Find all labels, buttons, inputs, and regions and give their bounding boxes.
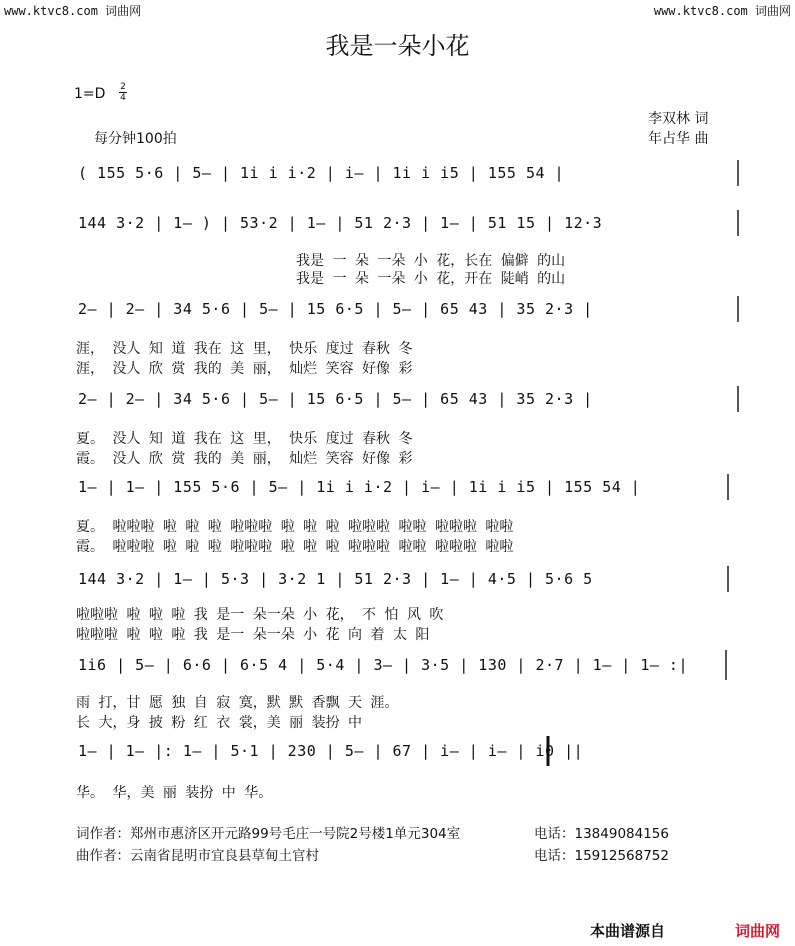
lyricist-address: 词作者：郑州市惠济区开元路99号毛庄一号院2号楼1单元304室: [76, 826, 461, 842]
lyric-row-6a: 啦啦啦 啦 啦 啦 我 是一 朵一朵 小 花， 不 怕 风 吹: [76, 607, 444, 623]
composer-credit: 年占华 曲: [648, 131, 709, 147]
score-row-3: 2— | 2— | 34 5·6 | 5— | 15 6·5 | 5— | 65 43 | 35 2·3 |: [78, 300, 593, 318]
lyric-row-5b: 霞。 啦啦啦 啦 啦 啦 啦啦啦 啦 啦 啦 啦啦啦 啦啦 啦啦啦 啦啦: [76, 539, 514, 555]
song-title: 我是一朵小花: [325, 32, 470, 60]
lyric-row-4b: 霞。 没人 欣 赏 我的 美 丽， 灿烂 笑容 好像 彩: [76, 451, 413, 467]
lyric-row-7b: 长 大，身 披 粉 红 衣 裳，美 丽 装扮 中: [76, 715, 363, 731]
site-watermark-right: www.ktvc8.com 词曲网: [653, 4, 791, 18]
score-row-5: 1— | 1— | 155 5·6 | 5— | 1i i i·2 | i— | 1i i i5 | 155 54 |: [78, 478, 641, 496]
lyric-row-2a: 我是 一 朵 一朵 小 花，长在 偏僻 的山: [296, 253, 566, 269]
site-watermark-left: www.ktvc8.com 词曲网: [4, 4, 142, 18]
key-signature: 1=D: [74, 86, 106, 102]
lyric-row-6b: 啦啦啦 啦 啦 啦 我 是一 朵一朵 小 花 向 着 太 阳: [76, 627, 430, 643]
tempo-marking: 每分钟100拍: [94, 131, 177, 147]
lyric-row-3a: 涯， 没人 知 道 我在 这 里， 快乐 度过 春秋 冬: [76, 341, 413, 357]
site-logo[interactable]: 词曲网: [735, 922, 781, 940]
lyric-row-7a: 雨 打，甘 愿 独 自 寂 寞，默 默 香飘 天 涯。: [76, 695, 399, 711]
lyricist-credit: 李双林 词: [648, 111, 709, 127]
lyric-row-3b: 涯， 没人 欣 赏 我的 美 丽， 灿烂 笑容 好像 彩: [76, 361, 413, 377]
lyric-row-4a: 夏。 没人 知 道 我在 这 里， 快乐 度过 春秋 冬: [76, 431, 413, 447]
time-signature-bottom: 4: [120, 93, 126, 103]
score-row-6: 144 3·2 | 1— | 5·3 | 3·2 1 | 51 2·3 | 1— | 4·5 | 5·6 5: [78, 570, 593, 588]
score-row-8: 1— | 1— |: 1— | 5·1 | 230 | 5— | 67 | i— | i— | i0 ||: [78, 742, 584, 760]
lyric-row-5a: 夏。 啦啦啦 啦 啦 啦 啦啦啦 啦 啦 啦 啦啦啦 啦啦 啦啦啦 啦啦: [76, 519, 514, 535]
score-row-7: 1i6 | 5— | 6·6 | 6·5 4 | 5·4 | 3— | 3·5 | 130 | 2·7 | 1— | 1— :|: [78, 656, 688, 674]
source-label: 本曲谱源自: [590, 922, 666, 940]
score-row-2: 144 3·2 | 1— ) | 53·2 | 1— | 51 2·3 | 1— | 51 15 | 12·3: [78, 214, 603, 232]
lyric-row-2b: 我是 一 朵 一朵 小 花，开在 陡峭 的山: [296, 271, 566, 287]
time-signature-top: 2: [120, 82, 126, 92]
score-row-1: ( 155 5·6 | 5— | 1i i i·2 | i— | 1i i i5 | 155 54 |: [78, 164, 565, 182]
composer-address: 曲作者：云南省昆明市宜良县草甸土官村: [76, 848, 319, 864]
lyricist-phone: 电话：13849084156: [534, 826, 669, 842]
score-row-4: 2— | 2— | 34 5·6 | 5— | 15 6·5 | 5— | 65 43 | 35 2·3 |: [78, 390, 593, 408]
composer-phone: 电话：15912568752: [534, 848, 669, 864]
lyric-row-8a: 华。 华，美 丽 装扮 中 华。: [76, 785, 273, 801]
